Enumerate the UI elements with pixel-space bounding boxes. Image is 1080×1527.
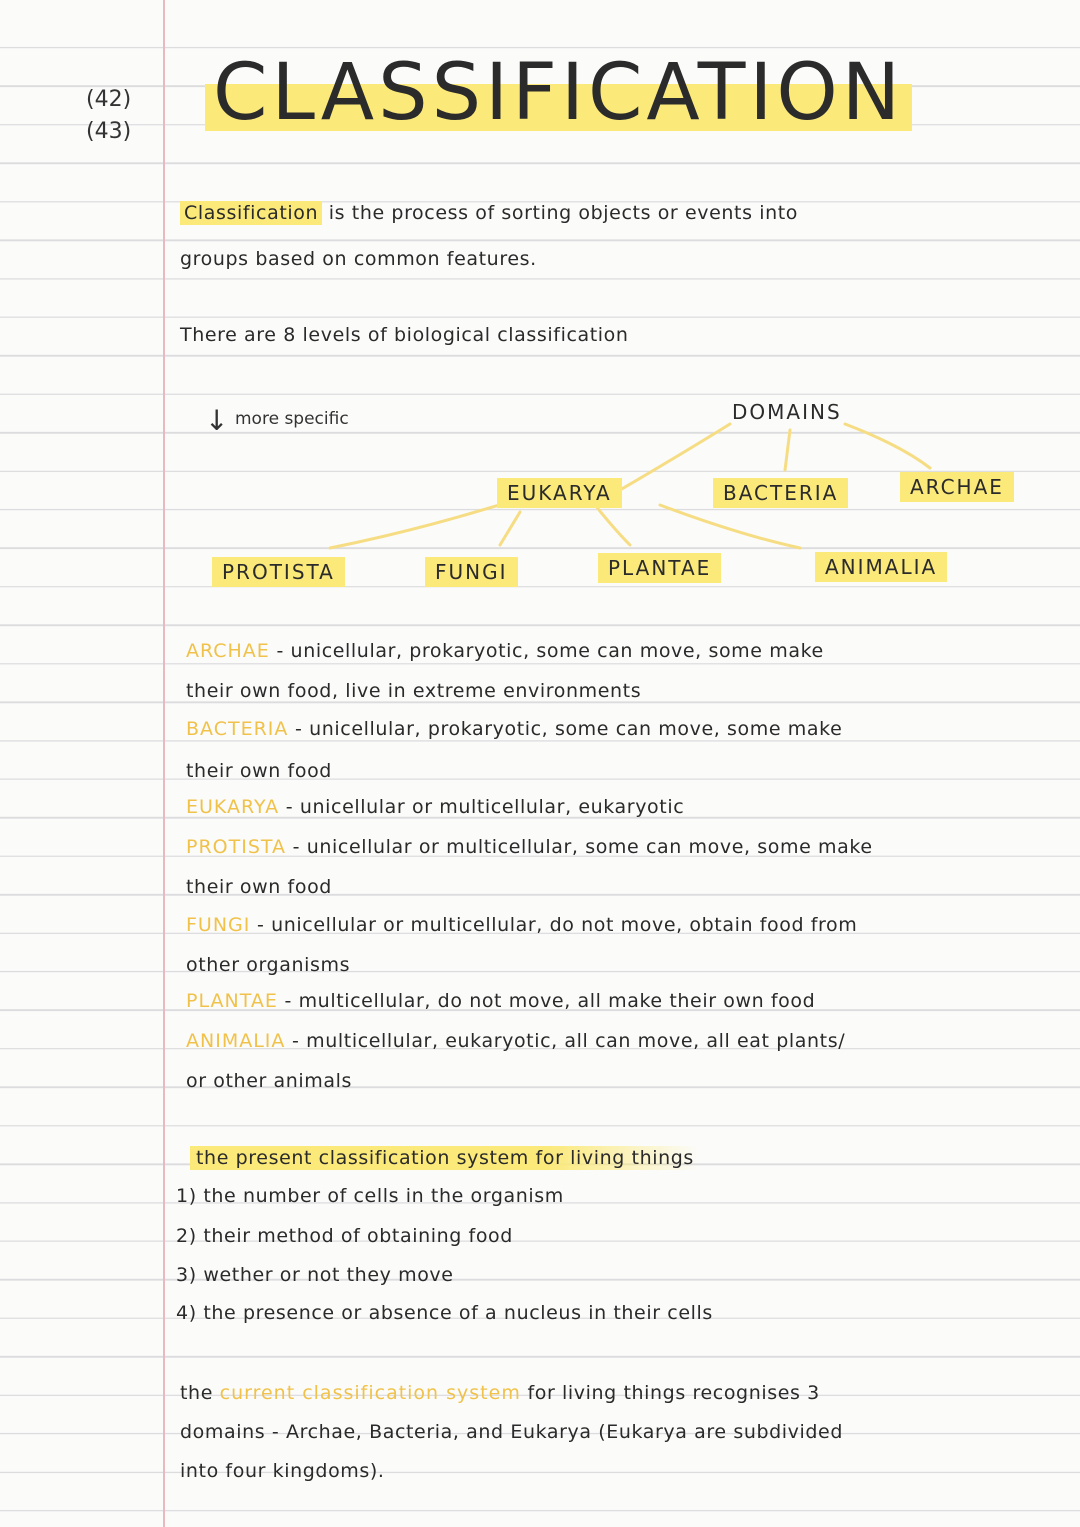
def-archae-term: ARCHAE xyxy=(186,640,270,662)
closing-term: current classification system xyxy=(219,1382,521,1404)
def-protista xyxy=(186,836,1046,858)
def-animalia xyxy=(186,1030,1046,1052)
def-fungi xyxy=(186,914,1046,936)
page-references xyxy=(86,84,131,148)
closing-line-2: domains - Archae, Bacteria, and Eukarya (Eukarya are subdivided xyxy=(180,1421,843,1443)
intro-line-2: groups based on common features. xyxy=(180,248,537,270)
margin-line xyxy=(163,0,165,1527)
def-protista-cont: their own food xyxy=(186,876,332,898)
node-protista: PROTISTA xyxy=(212,557,345,587)
def-archae-cont: their own food, live in extreme environments xyxy=(186,680,642,702)
term-classification: Classification xyxy=(180,201,322,225)
def-animalia-text: - multicellular, eukaryotic, all can move, all eat plants/ xyxy=(292,1030,846,1052)
def-eukarya-term: EUKARYA xyxy=(186,796,280,818)
node-fungi: FUNGI xyxy=(425,557,518,587)
intro-line-1 xyxy=(180,202,1040,224)
intro-line-1-text: is the process of sorting objects or events into xyxy=(328,202,799,224)
def-plantae xyxy=(186,990,1046,1012)
def-animalia-term: ANIMALIA xyxy=(186,1030,286,1052)
def-bacteria-cont: their own food xyxy=(186,760,332,782)
down-arrow-icon: ↓ xyxy=(205,404,229,437)
criteria-item-2: 2) their method of obtaining food xyxy=(176,1225,513,1247)
def-protista-term: PROTISTA xyxy=(186,836,287,858)
closing-line-1 xyxy=(180,1382,1040,1404)
def-eukarya xyxy=(186,796,1046,818)
node-domains: DOMAINS xyxy=(732,400,842,424)
closing-line-3: into four kingdoms). xyxy=(180,1460,385,1482)
def-archae-text: - unicellular, prokaryotic, some can move, some make xyxy=(276,640,824,662)
node-archae: ARCHAE xyxy=(900,472,1014,502)
criteria-heading-text: the present classification system for living things xyxy=(190,1146,700,1170)
def-bacteria-text: - unicellular, prokaryotic, some can move, some make xyxy=(295,718,843,740)
def-bacteria-term: BACTERIA xyxy=(186,718,289,740)
node-bacteria: BACTERIA xyxy=(713,478,848,508)
more-specific-label: more specific xyxy=(235,409,349,429)
def-animalia-cont: or other animals xyxy=(186,1070,353,1092)
def-protista-text: - unicellular or multicellular, some can move, some make xyxy=(292,836,873,858)
def-eukarya-text: - unicellular or multicellular, eukaryotic xyxy=(285,796,685,818)
closing-pre: the xyxy=(180,1382,213,1404)
criteria-item-1: 1) the number of cells in the organism xyxy=(176,1185,564,1207)
def-archae xyxy=(186,640,1046,662)
def-fungi-text: - unicellular or multicellular, do not move, obtain food from xyxy=(257,914,858,936)
node-eukarya: EUKARYA xyxy=(497,478,622,508)
def-plantae-term: PLANTAE xyxy=(186,990,278,1012)
page-title: CLASSIFICATION xyxy=(205,48,912,138)
page-ref-1: (42) xyxy=(86,87,132,112)
criteria-item-4: 4) the presence or absence of a nucleus in their cells xyxy=(176,1302,713,1324)
node-animalia: ANIMALIA xyxy=(815,552,947,582)
def-plantae-text: - multicellular, do not move, all make their own food xyxy=(284,990,816,1012)
criteria-heading xyxy=(190,1147,1050,1169)
node-plantae: PLANTAE xyxy=(598,553,721,583)
criteria-item-3: 3) wether or not they move xyxy=(176,1264,454,1286)
closing-line-1-text: for living things recognises 3 xyxy=(527,1382,820,1404)
def-bacteria xyxy=(186,718,1046,740)
def-fungi-term: FUNGI xyxy=(186,914,251,936)
def-fungi-cont: other organisms xyxy=(186,954,351,976)
page-ref-2: (43) xyxy=(86,119,132,144)
intro-line-3: There are 8 levels of biological classification xyxy=(180,324,629,346)
